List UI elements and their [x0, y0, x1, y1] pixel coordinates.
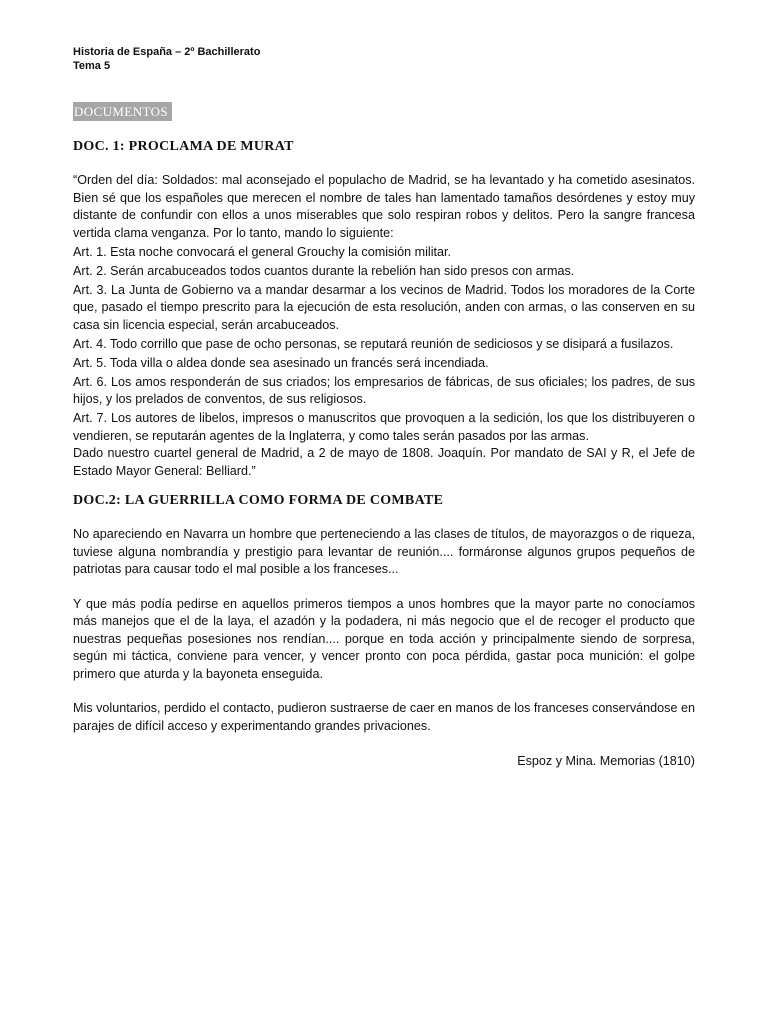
- document-page: [73, 45, 695, 771]
- doc1-intro: “Orden del día: Soldados: mal aconsejado el populacho de Madrid, se ha levantado y ha cometido asesinatos. Bien sé que los españoles que merecen el nombre de tales han lamentado tamaños desórdenes y estoy muy distante de confundir con ellos a unos miserables que solo respiran robos y delitos. Pero la sangre francesa vertida clama venganza. Por lo tanto, mando lo siguiente:: [73, 173, 695, 240]
- doc2-signature: Espoz y Mina. Memorias (1810): [517, 754, 695, 768]
- doc1-article-3: Art. 3. La Junta de Gobierno va a mandar desarmar a los vecinos de Madrid. Todos los moradores de la Corte que, pasado el tiempo prescrito para la ejecución de esta resolución, anden con armas, o las conserven en su casa sin licencia especial, serán arcabuceados.: [73, 282, 695, 332]
- doc2-paragraph-3: Mis voluntarios, perdido el contacto, pudieron sustraerse de caer en manos de los franceses conservándose en parajes de difícil acceso y experimentando grandes privaciones.: [73, 701, 695, 733]
- unit-header: Tema 5: [73, 60, 111, 72]
- doc1-closing: Dado nuestro cuartel general de Madrid, a 2 de mayo de 1808. Joaquín. Por mandato de SAI y R, el Jefe de Estado Mayor General: Belliard.”: [73, 446, 695, 478]
- doc2-paragraph-1: No apareciendo en Navarra un hombre que perteneciendo a las clases de títulos, de mayorazgos o de riqueza, tuviese alguna nombrandía y prestigio para levantar de reunión.... formáronse algunos grupos pequeños de patriotas para causar todo el mal posible a los franceses...: [73, 527, 695, 576]
- doc1-article-7: Art. 7. Los autores de libelos, impresos o manuscritos que provoquen a la sedición, los que los distribuyeren o vendieren, se reputarán agentes de la Inglaterra, y como tales serán pasados por las armas.: [73, 411, 695, 443]
- doc1-article-2: Art. 2. Serán arcabuceados todos cuantos durante la rebelión han sido presos con armas.: [73, 263, 575, 278]
- doc1-article-5: Art. 5. Toda villa o aldea donde sea asesinado un francés será incendiada.: [73, 355, 489, 370]
- doc1-title: DOC. 1: PROCLAMA DE MURAT: [73, 139, 294, 154]
- doc1-article-6: Art. 6. Los amos responderán de sus criados; los empresarios de fábricas, de sus oficiales; los padres, de sus hijos, y los prelados de conventos, de sus religiosos.: [73, 374, 695, 406]
- doc2-title: DOC.2: LA GUERRILLA COMO FORMA DE COMBATE: [73, 493, 444, 508]
- doc1-article-4: Art. 4. Todo corrillo que pase de ocho personas, se reputará reunión de sediciosos y se disipará a fusilazos.: [73, 336, 674, 351]
- section-label: DOCUMENTOS: [73, 102, 172, 121]
- doc2-paragraph-2: Y que más podía pedirse en aquellos primeros tiempos a unos hombres que la mayor parte no conocíamos más manejos que el de la laya, el azadón y la podadera, ni más negocio que el de recoger el producto que nuestras pequeñas posesiones nos rendían.... porque en toda acción y principalmente siendo de sorpresa, según mi táctica, conviene para vencer, y vencer pronto con poca pérdida, gastar poca munición: el golpe primero que aturda y la bayoneta enseguida.: [73, 596, 695, 681]
- course-header: Historia de España – 2º Bachillerato: [73, 46, 261, 58]
- doc1-article-1: Art. 1. Esta noche convocará el general Grouchy la comisión militar.: [73, 244, 451, 259]
